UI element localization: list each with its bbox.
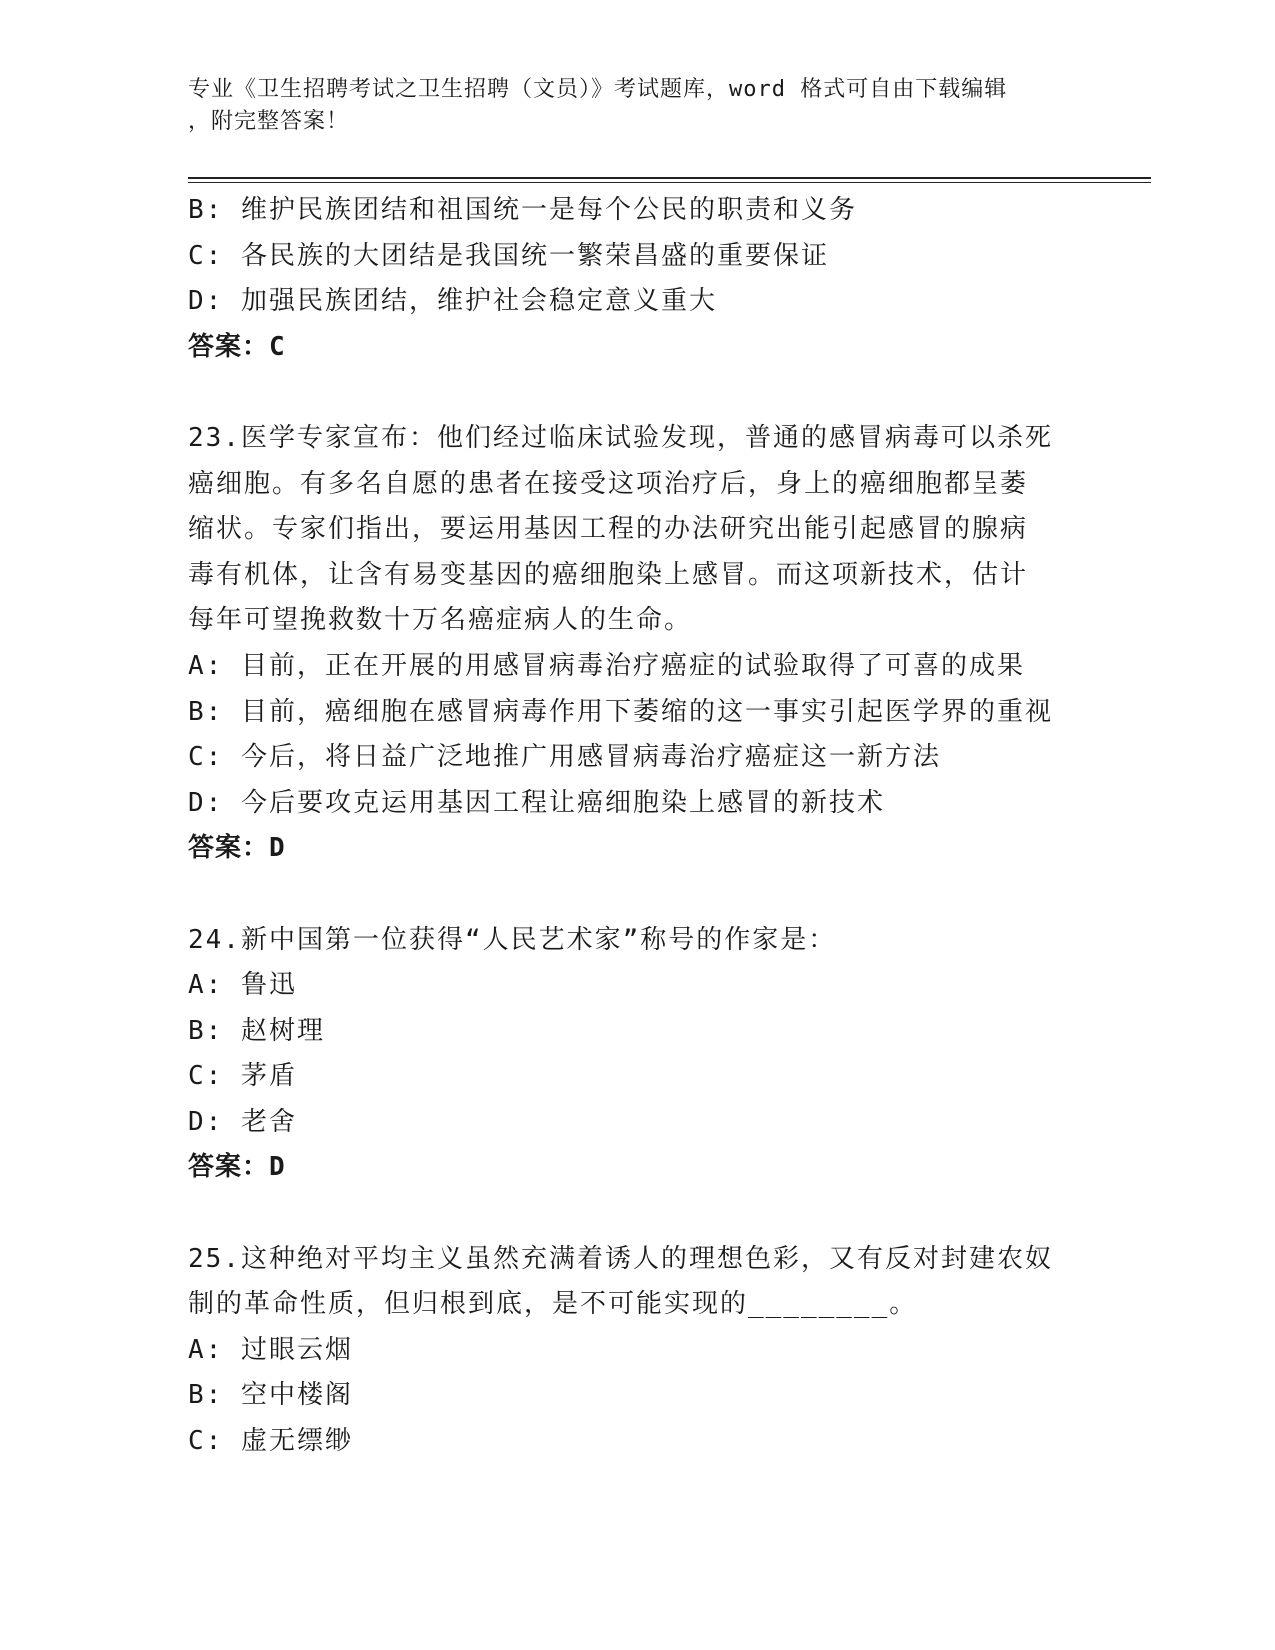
option-d: D: 老舍 [188, 1106, 297, 1137]
question-text-line: 制的革命性质，但归根到底，是不可能实现的________。 [188, 1289, 918, 1320]
option-c: C: 各民族的大团结是我国统一繁荣昌盛的重要保证 [188, 240, 829, 271]
question-list [188, 188, 1088, 1465]
document-header [188, 74, 1068, 138]
header-rule-thin [188, 182, 1151, 183]
spacer [188, 872, 1088, 918]
option-c: C: 茅盾 [188, 1061, 297, 1092]
spacer [188, 370, 1088, 416]
option-d: D: 今后要攻克运用基因工程让癌细胞染上感冒的新技术 [188, 787, 885, 818]
answer-line: 答案：D [188, 833, 286, 864]
option-c: C: 虚无缥缈 [188, 1426, 353, 1457]
question-text-line: 癌细胞。有多名自愿的患者在接受这项治疗后，身上的癌细胞都呈萎 [188, 468, 1029, 499]
question-23 [188, 416, 1088, 872]
question-25 [188, 1237, 1088, 1465]
question-text-line: 每年可望挽救数十万名癌症病人的生命。 [188, 605, 693, 636]
header-rule-thick [188, 177, 1151, 179]
question-text-line: 23.医学专家宣布：他们经过临床试验发现，普通的感冒病毒可以杀死 [188, 422, 1053, 453]
question-text-line: 25.这种绝对平均主义虽然充满着诱人的理想色彩，又有反对封建农奴 [188, 1243, 1053, 1274]
question-24 [188, 918, 1088, 1192]
answer-line: 答案：D [188, 1152, 286, 1183]
option-a: A: 鲁迅 [188, 970, 297, 1001]
option-b: B: 空中楼阁 [188, 1380, 353, 1411]
answer-line: 答案：C [188, 331, 286, 362]
option-d: D: 加强民族团结，维护社会稳定意义重大 [188, 286, 717, 317]
header-title-line-2: ，附完整答案！ [188, 109, 350, 134]
header-title-line-1: 专业《卫生招聘考试之卫生招聘（文员）》考试题库，word 格式可自由下载编辑 [188, 77, 1008, 102]
question-text-line: 缩状。专家们指出，要运用基因工程的办法研究出能引起感冒的腺病 [188, 514, 1029, 545]
question-22-continued [188, 188, 1088, 370]
spacer [188, 1191, 1088, 1237]
option-a: A: 目前，正在开展的用感冒病毒治疗癌症的试验取得了可喜的成果 [188, 650, 1025, 681]
option-b: B: 维护民族团结和祖国统一是每个公民的职责和义务 [188, 195, 857, 225]
question-text-line: 毒有机体，让含有易变基因的癌细胞染上感冒。而这项新技术，估计 [188, 559, 1029, 590]
question-text-line: 24.新中国第一位获得“人民艺术家”称号的作家是： [188, 924, 837, 955]
option-b: B: 赵树理 [188, 1015, 325, 1046]
option-a: A: 过眼云烟 [188, 1334, 353, 1365]
option-b: B: 目前，癌细胞在感冒病毒作用下萎缩的这一事实引起医学界的重视 [188, 696, 1053, 727]
option-c: C: 今后，将日益广泛地推广用感冒病毒治疗癌症这一新方法 [188, 742, 941, 773]
